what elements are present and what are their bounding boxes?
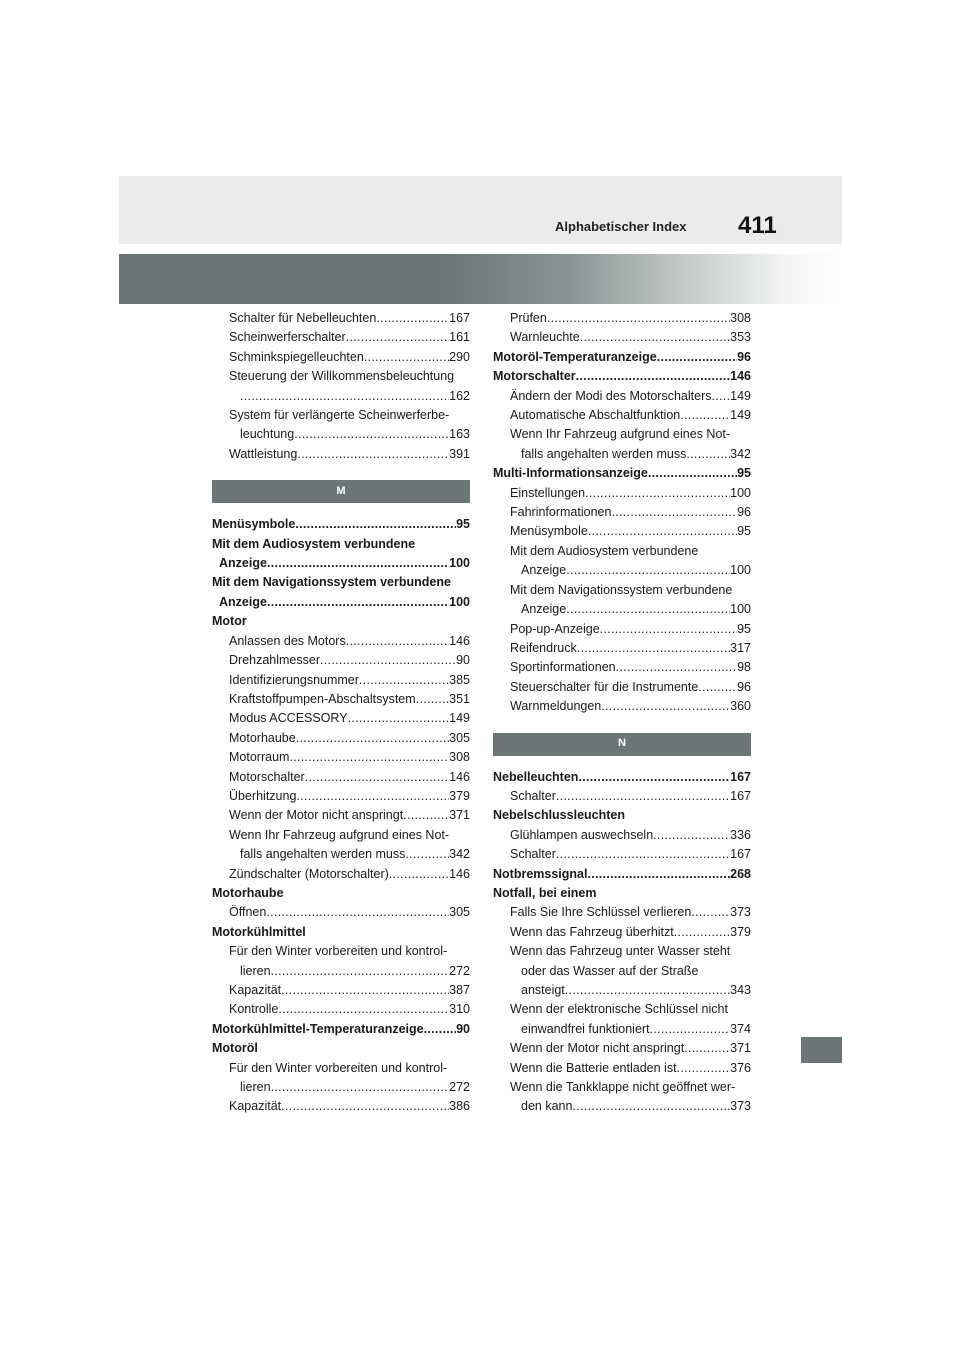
entry-term: Reifendruck <box>510 640 577 655</box>
index-entry <box>212 328 470 347</box>
entry-term: Anzeige <box>521 563 567 578</box>
index-entry <box>493 581 751 600</box>
index-entry <box>493 542 751 561</box>
index-entry <box>493 1078 751 1097</box>
entry-term: Öffnen <box>229 905 267 920</box>
entry-term: System für verlängerte Scheinwerferbe- <box>229 408 450 423</box>
entry-term: Wenn Ihr Fahrzeug aufgrund eines Not- <box>229 827 450 842</box>
index-entry <box>212 309 470 328</box>
entry-page-number: 96 <box>737 679 751 694</box>
dot-leader <box>296 729 449 748</box>
entry-term: Falls Sie Ihre Schlüssel verlieren <box>510 905 692 920</box>
dot-leader <box>691 903 730 922</box>
index-entry <box>493 1039 751 1058</box>
entry-term: Glühlampen auswechseln <box>510 827 654 842</box>
entry-term: Steuerschalter für die Instrumente <box>510 679 699 694</box>
entry-page-number: 167 <box>730 769 751 784</box>
dot-leader <box>587 865 730 884</box>
letter-heading-m: M <box>212 480 470 503</box>
dot-leader <box>240 387 449 406</box>
entry-page-number: 371 <box>730 1041 751 1056</box>
entry-term: Kontrolle <box>229 1002 279 1017</box>
index-entry <box>493 903 751 922</box>
dot-leader <box>566 600 730 619</box>
entry-term: Anzeige <box>219 594 267 609</box>
dot-leader <box>556 787 730 806</box>
index-entry <box>212 768 470 787</box>
entry-page-number: 90 <box>456 653 470 668</box>
dot-leader <box>297 445 449 464</box>
entry-page-number: 342 <box>730 446 751 461</box>
entry-term: oder das Wasser auf der Straße <box>521 963 699 978</box>
dot-leader <box>376 309 449 328</box>
entry-term: Menüsymbole <box>212 517 296 532</box>
entry-term: Nebelschlussleuchten <box>493 808 625 823</box>
index-entry <box>212 729 470 748</box>
dot-leader <box>600 620 737 639</box>
index-entry <box>493 639 751 658</box>
entry-page-number: 100 <box>730 485 751 500</box>
entry-term: Notbremssignal <box>493 866 588 881</box>
entry-term: Anlassen des Motors <box>229 633 346 648</box>
index-entry <box>493 600 751 619</box>
index-entry <box>493 865 751 884</box>
dot-leader <box>267 593 449 612</box>
entry-term: Zündschalter (Motorschalter) <box>229 866 389 881</box>
entry-term: Mit dem Audiosystem verbundene <box>510 543 699 558</box>
index-entry <box>212 612 470 631</box>
index-entry <box>493 522 751 541</box>
index-entry <box>493 1097 751 1116</box>
entry-page-number: 149 <box>730 388 751 403</box>
index-entry <box>212 593 470 612</box>
entry-page-number: 100 <box>449 556 470 571</box>
dot-leader <box>320 651 456 670</box>
index-entry <box>212 981 470 1000</box>
entry-term: Warnmeldungen <box>510 699 602 714</box>
dot-leader <box>580 328 730 347</box>
entry-term: falls angehalten werden muss <box>521 446 687 461</box>
dot-leader <box>267 554 449 573</box>
dot-leader <box>601 697 730 716</box>
entry-term: Wenn die Tankklappe nicht geöffnet wer- <box>510 1080 736 1095</box>
entry-page-number: 100 <box>449 594 470 609</box>
entry-page-number: 371 <box>449 808 470 823</box>
index-entry <box>493 942 751 961</box>
dot-leader <box>424 1020 456 1039</box>
entry-page-number: 268 <box>730 866 751 881</box>
chapter-thumb-tab <box>801 1037 842 1063</box>
index-entry <box>493 1020 751 1039</box>
entry-page-number: 90 <box>456 1021 470 1036</box>
entry-term: Wenn Ihr Fahrzeug aufgrund eines Not- <box>510 427 731 442</box>
dot-leader <box>364 348 449 367</box>
dot-leader <box>278 1000 449 1019</box>
entry-term: Prüfen <box>510 311 547 325</box>
entry-page-number: 373 <box>730 905 751 920</box>
entry-term: lieren <box>240 1080 271 1095</box>
index-entry <box>493 445 751 464</box>
entry-term: Schalter <box>510 847 556 862</box>
index-entry <box>212 942 470 961</box>
page-number: 411 <box>738 212 777 239</box>
index-entry <box>493 484 751 503</box>
index-entry <box>212 1097 470 1116</box>
entry-term: Multi-Informationsanzeige <box>493 466 648 481</box>
index-entry <box>212 554 470 573</box>
entry-term: falls angehalten werden muss <box>240 847 406 862</box>
index-entry <box>493 826 751 845</box>
index-column-left <box>212 309 470 1117</box>
index-entry <box>212 1039 470 1058</box>
index-entry <box>493 787 751 806</box>
dot-leader <box>711 387 730 406</box>
entry-term: Automatische Abschaltfunktion <box>510 408 681 423</box>
entry-page-number: 308 <box>730 311 751 325</box>
dot-leader <box>403 806 449 825</box>
index-entry <box>212 903 470 922</box>
index-entry <box>493 464 751 483</box>
entry-term: Nebelleuchten <box>493 769 579 784</box>
index-entry <box>493 406 751 425</box>
dot-leader <box>680 406 730 425</box>
entry-page-number: 374 <box>730 1021 751 1036</box>
entry-term: Kapazität <box>229 983 282 997</box>
entry-term: Motoröl <box>212 1041 258 1056</box>
dot-leader <box>547 309 730 328</box>
entry-term: Motorkühlmittel <box>212 924 306 939</box>
entry-term: ansteigt <box>521 983 565 997</box>
entry-term: Identifizierungsnummer <box>229 672 359 687</box>
entry-page-number: 146 <box>730 369 751 384</box>
entry-page-number: 360 <box>730 699 751 714</box>
section-title: Alphabetischer Index <box>555 219 687 234</box>
entry-page-number: 342 <box>449 847 470 862</box>
dot-leader <box>295 515 456 534</box>
index-entry <box>212 367 470 386</box>
index-entry <box>493 425 751 444</box>
entry-term: Wattleistung <box>229 446 298 461</box>
entry-page-number: 385 <box>449 672 470 687</box>
entry-term: Motorschalter <box>493 369 576 384</box>
index-entry <box>212 748 470 767</box>
dot-leader <box>572 1097 730 1116</box>
dot-leader <box>389 865 449 884</box>
index-entry <box>212 632 470 651</box>
index-entry <box>212 709 470 728</box>
dot-leader <box>566 561 730 580</box>
entry-term: lieren <box>240 963 271 978</box>
index-entry <box>493 962 751 981</box>
index-entry <box>212 845 470 864</box>
index-entry <box>493 806 751 825</box>
entry-page-number: 305 <box>449 730 470 745</box>
entry-term: Motorkühlmittel-Temperaturanzeige <box>212 1021 424 1036</box>
dot-leader <box>588 522 737 541</box>
entry-term: Drehzahlmesser <box>229 653 321 668</box>
entry-page-number: 163 <box>449 427 470 442</box>
entry-page-number: 336 <box>730 827 751 842</box>
dot-leader <box>648 464 737 483</box>
entry-term: Anzeige <box>219 556 267 571</box>
entry-term: Motorhaube <box>212 885 284 900</box>
index-column-right <box>493 309 751 1117</box>
entry-term: Notfall, bei einem <box>493 885 597 900</box>
entry-page-number: 95 <box>456 517 470 532</box>
entry-term: Motorhaube <box>229 730 296 745</box>
index-entry <box>493 845 751 864</box>
dot-leader <box>281 1097 449 1116</box>
entry-page-number: 95 <box>737 524 751 539</box>
entry-page-number: 308 <box>449 750 470 765</box>
index-entry <box>212 1059 470 1078</box>
dot-leader <box>578 768 730 787</box>
index-entry <box>212 923 470 942</box>
entry-page-number: 386 <box>449 1099 470 1114</box>
entry-page-number: 391 <box>449 446 470 461</box>
index-entry <box>493 620 751 639</box>
dot-leader <box>296 787 449 806</box>
entry-page-number: 310 <box>449 1002 470 1017</box>
dot-leader <box>266 903 449 922</box>
dot-leader <box>616 658 737 677</box>
index-entry <box>493 981 751 1000</box>
entry-term: Sportinformationen <box>510 660 616 675</box>
index-entry <box>493 328 751 347</box>
entry-page-number: 95 <box>737 466 751 481</box>
dot-leader <box>677 1059 731 1078</box>
entry-page-number: 343 <box>730 983 751 997</box>
dot-leader <box>416 690 449 709</box>
entry-page-number: 100 <box>730 563 751 578</box>
entry-term: Menüsymbole <box>510 524 588 539</box>
entry-page-number: 100 <box>730 602 751 617</box>
letter-heading-n: N <box>493 733 751 756</box>
index-entry <box>493 348 751 367</box>
entry-term: Motorschalter <box>229 769 305 784</box>
entry-term: Pop-up-Anzeige <box>510 621 600 636</box>
decorative-gradient-band <box>119 254 842 304</box>
entry-term: Schminkspiegelleuchten <box>229 349 364 364</box>
entry-page-number: 149 <box>730 408 751 423</box>
index-entry <box>493 658 751 677</box>
entry-page-number: 95 <box>737 621 751 636</box>
entry-term: Wenn die Batterie entladen ist <box>510 1060 677 1075</box>
index-entry <box>493 1059 751 1078</box>
entry-page-number: 376 <box>730 1060 751 1075</box>
entry-term: Kraftstoffpumpen-Abschaltsystem <box>229 691 416 706</box>
entry-term: einwandfrei funktioniert <box>521 1021 650 1036</box>
entry-term: Warnleuchte <box>510 330 580 345</box>
index-entry <box>212 406 470 425</box>
index-entry <box>493 1000 751 1019</box>
index-entry <box>212 865 470 884</box>
dot-leader <box>585 484 730 503</box>
entry-page-number: 96 <box>737 349 751 364</box>
dot-leader <box>698 678 737 697</box>
dot-leader <box>556 845 730 864</box>
dot-leader <box>611 503 737 522</box>
entry-term: Motorraum <box>229 750 290 765</box>
entry-page-number: 161 <box>449 330 470 345</box>
index-entry <box>212 671 470 690</box>
entry-term: Motor <box>212 614 247 629</box>
index-entry <box>493 387 751 406</box>
index-entry <box>212 387 470 406</box>
entry-page-number: 353 <box>730 330 751 345</box>
index-entry <box>493 309 751 328</box>
entry-term: Schalter für Nebelleuchten <box>229 311 377 325</box>
entry-page-number: 167 <box>730 847 751 862</box>
entry-term: Wenn der Motor nicht anspringt <box>510 1041 685 1056</box>
index-entry <box>493 768 751 787</box>
dot-leader <box>405 845 449 864</box>
entry-term: Ändern der Modi des Motorschalters <box>510 388 712 403</box>
entry-term: Überhitzung <box>229 788 297 803</box>
entry-page-number: 379 <box>449 788 470 803</box>
entry-term: leuchtung <box>240 427 295 442</box>
entry-page-number: 167 <box>730 788 751 803</box>
dot-leader <box>674 923 730 942</box>
entry-page-number: 162 <box>449 388 470 403</box>
dot-leader <box>281 981 449 1000</box>
entry-term: Fahrinformationen <box>510 505 612 520</box>
index-entry <box>493 367 751 386</box>
entry-term: Für den Winter vorbereiten und kontrol- <box>229 1060 448 1075</box>
entry-term: Modus ACCESSORY <box>229 711 348 726</box>
entry-term: Wenn der Motor nicht anspringt <box>229 808 404 823</box>
entry-term: Motoröl-Temperaturanzeige <box>493 349 657 364</box>
entry-term: Mit dem Audiosystem verbundene <box>212 536 416 551</box>
dot-leader <box>294 425 449 444</box>
index-entry <box>212 962 470 981</box>
entry-term: Steuerung der Willkommensbeleuchtung <box>229 369 455 384</box>
index-entry <box>212 573 470 592</box>
dot-leader <box>650 1020 731 1039</box>
index-entry <box>493 697 751 716</box>
dot-leader <box>346 632 449 651</box>
entry-page-number: 146 <box>449 866 470 881</box>
index-entry <box>212 425 470 444</box>
index-entry <box>212 445 470 464</box>
dot-leader <box>289 748 449 767</box>
entry-page-number: 379 <box>730 924 751 939</box>
dot-leader <box>565 981 730 1000</box>
dot-leader <box>346 328 449 347</box>
index-entry <box>212 651 470 670</box>
entry-term: Kapazität <box>229 1099 282 1114</box>
index-entry <box>493 884 751 903</box>
dot-leader <box>348 709 450 728</box>
index-entry <box>493 561 751 580</box>
entry-term: Mit dem Navigationssystem verbundene <box>212 575 451 590</box>
entry-page-number: 272 <box>449 963 470 978</box>
index-entry <box>212 826 470 845</box>
dot-leader <box>305 768 449 787</box>
index-entry <box>493 923 751 942</box>
entry-page-number: 98 <box>737 660 751 675</box>
index-entry <box>493 503 751 522</box>
dot-leader <box>657 348 737 367</box>
dot-leader <box>577 639 730 658</box>
index-entry <box>212 535 470 554</box>
entry-page-number: 290 <box>449 349 470 364</box>
dot-leader <box>684 1039 730 1058</box>
index-entry <box>212 884 470 903</box>
index-entry <box>212 1020 470 1039</box>
entry-page-number: 146 <box>449 769 470 784</box>
dot-leader <box>576 367 730 386</box>
entry-term: Schalter <box>510 788 556 803</box>
dot-leader <box>271 1078 450 1097</box>
entry-term: den kann <box>521 1099 573 1114</box>
dot-leader <box>271 962 450 981</box>
dot-leader <box>686 445 730 464</box>
entry-term: Für den Winter vorbereiten und kontrol- <box>229 944 448 959</box>
entry-term: Wenn der elektronische Schlüssel nicht <box>510 1002 728 1017</box>
index-entry <box>212 1000 470 1019</box>
dot-leader <box>359 671 449 690</box>
index-entry <box>212 787 470 806</box>
index-entry <box>212 348 470 367</box>
dot-leader <box>653 826 730 845</box>
entry-page-number: 272 <box>449 1080 470 1095</box>
entry-term: Anzeige <box>521 602 567 617</box>
entry-term: Scheinwerferschalter <box>229 330 346 345</box>
entry-page-number: 373 <box>730 1099 751 1114</box>
entry-term: Wenn das Fahrzeug unter Wasser steht <box>510 944 731 959</box>
entry-page-number: 96 <box>737 505 751 520</box>
index-entry <box>493 678 751 697</box>
index-entry <box>212 515 470 534</box>
index-entry <box>212 806 470 825</box>
entry-page-number: 149 <box>449 711 470 726</box>
entry-page-number: 351 <box>449 691 470 706</box>
header-band <box>119 176 842 244</box>
entry-page-number: 317 <box>730 640 751 655</box>
entry-term: Mit dem Navigationssystem verbundene <box>510 582 733 597</box>
entry-page-number: 305 <box>449 905 470 920</box>
index-entry <box>212 690 470 709</box>
entry-page-number: 146 <box>449 633 470 648</box>
entry-term: Einstellungen <box>510 485 586 500</box>
entry-page-number: 387 <box>449 983 470 997</box>
entry-page-number: 167 <box>449 311 470 325</box>
entry-term: Wenn das Fahrzeug überhitzt <box>510 924 674 939</box>
index-entry <box>212 1078 470 1097</box>
